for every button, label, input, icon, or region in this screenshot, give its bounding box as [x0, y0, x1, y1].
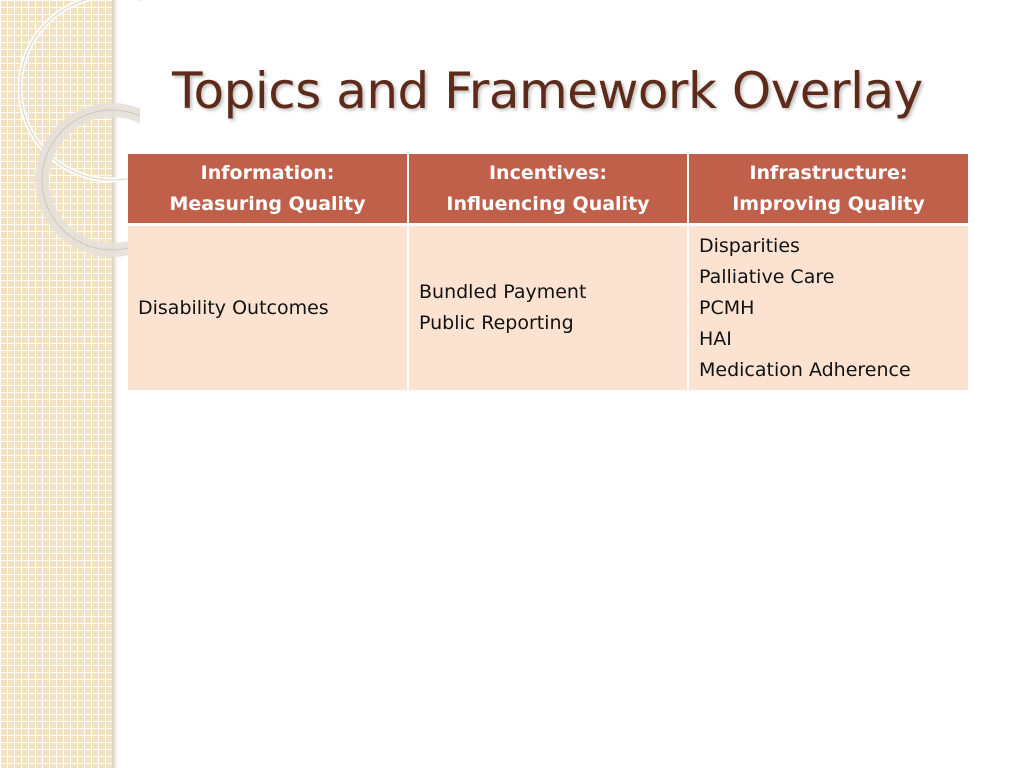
- topic-item: Disparities: [699, 234, 800, 257]
- topic-item: Medication Adherence: [699, 358, 911, 381]
- decorative-ring-upper: [20, 0, 140, 180]
- header-information: [128, 154, 408, 225]
- table-header-row: [128, 154, 968, 225]
- topic-item: PCMH: [699, 296, 755, 319]
- header-line: Incentives:: [488, 161, 608, 184]
- topic-item: HAI: [699, 327, 732, 350]
- decorative-rings: [0, 0, 140, 260]
- header-line: Measuring Quality: [169, 192, 366, 215]
- header-line: Influencing Quality: [446, 192, 650, 215]
- header-line: Improving Quality: [732, 192, 925, 215]
- topic-item: Public Reporting: [419, 312, 574, 334]
- table-row: [128, 225, 968, 391]
- topic-item: Bundled Payment: [419, 281, 587, 303]
- header-infrastructure: [688, 154, 968, 225]
- cell-information-topics: [128, 225, 408, 391]
- header-line: Infrastructure:: [749, 161, 908, 184]
- slide-title: Topics and Framework Overlay: [172, 62, 923, 120]
- cell-infrastructure-topics: [688, 225, 968, 391]
- cell-incentives-topics: [408, 225, 688, 391]
- framework-table: [128, 154, 968, 390]
- header-line: Information:: [200, 161, 335, 184]
- topic-item: Palliative Care: [699, 265, 835, 288]
- header-incentives: [408, 154, 688, 225]
- topic-item: Disability Outcomes: [138, 296, 329, 319]
